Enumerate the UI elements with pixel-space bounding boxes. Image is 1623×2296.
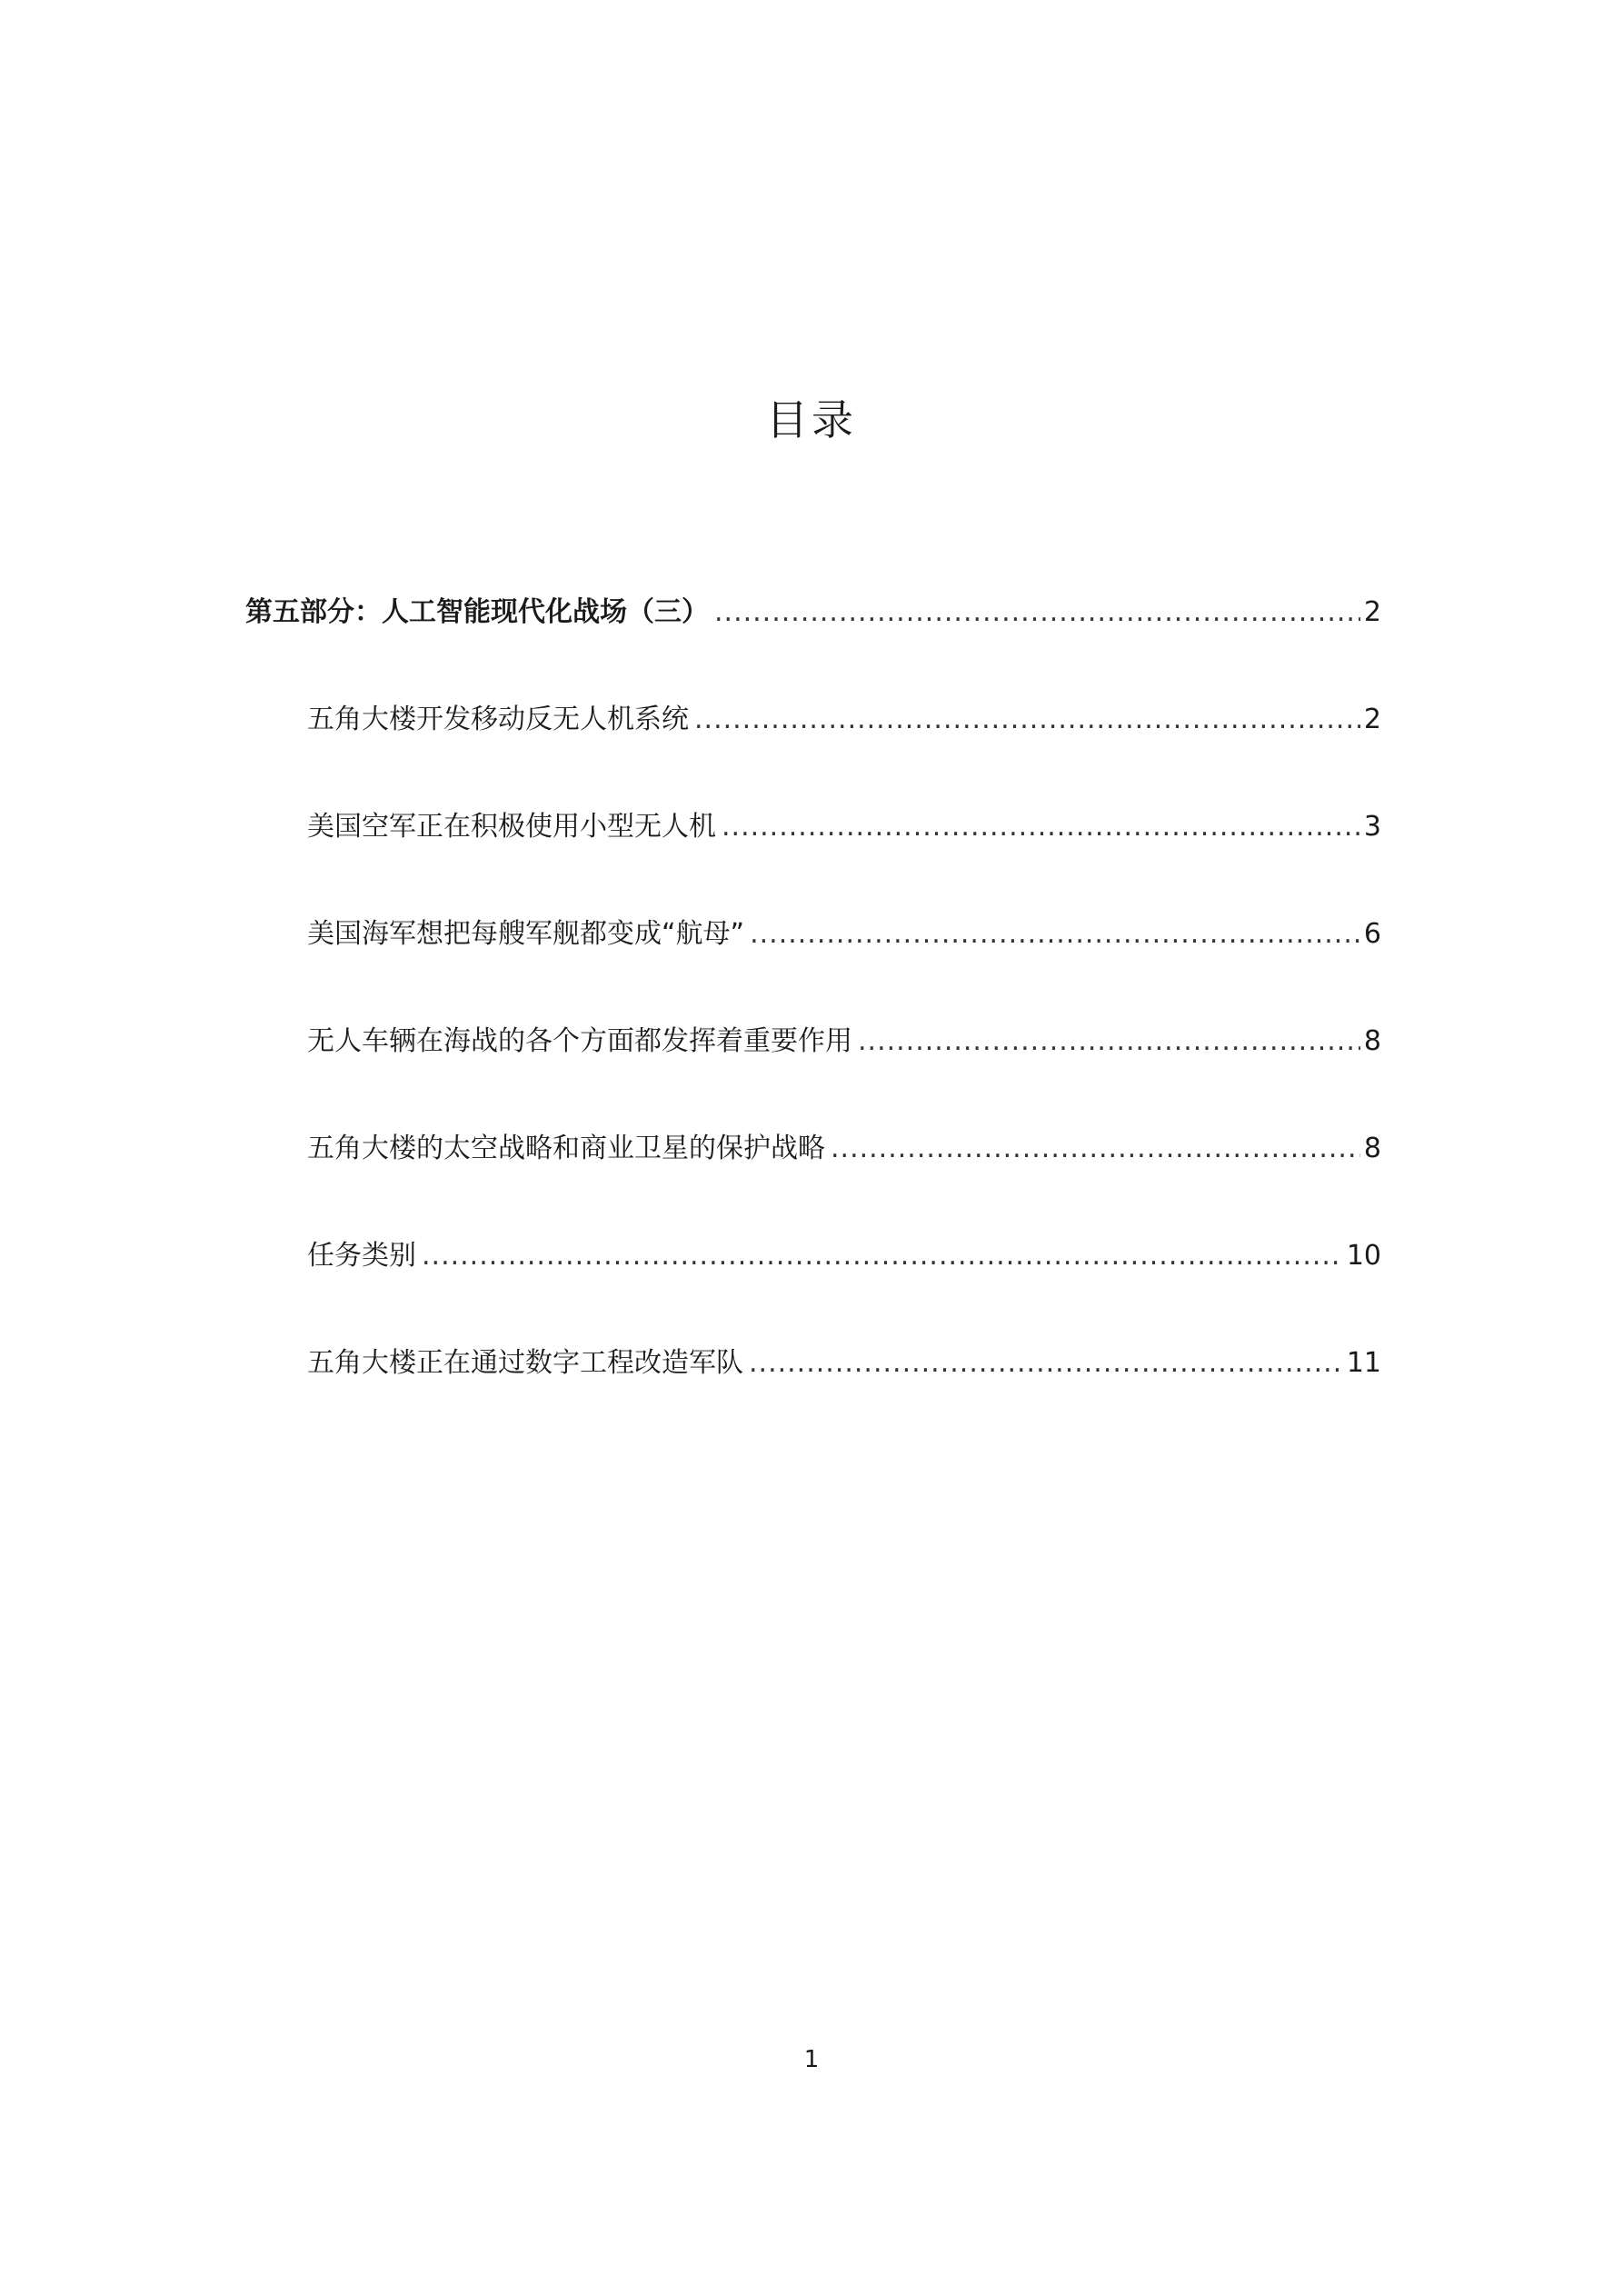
toc-entry[interactable] bbox=[245, 593, 1381, 700]
toc-entry-text: 第五部分：人工智能现代化战场（三） bbox=[245, 596, 709, 628]
toc-entry[interactable] bbox=[245, 700, 1381, 807]
toc-title: 目录 bbox=[766, 395, 857, 444]
toc-page-number: 11 bbox=[1346, 1347, 1381, 1379]
toc-entry-text: 五角大楼开发移动反无人机系统 bbox=[307, 704, 689, 735]
toc-page-number: 6 bbox=[1363, 918, 1381, 950]
toc-entry[interactable] bbox=[245, 807, 1381, 914]
dot-leader bbox=[749, 1343, 1343, 1383]
toc-entry[interactable] bbox=[245, 1343, 1381, 1451]
toc-page-number: 2 bbox=[1363, 596, 1381, 628]
toc-entry-text: 任务类别 bbox=[307, 1240, 416, 1272]
toc-page-number: 10 bbox=[1346, 1240, 1381, 1272]
dot-leader bbox=[422, 1236, 1343, 1276]
dot-leader bbox=[858, 1022, 1360, 1062]
toc-entry-text: 美国海军想把每艘军舰都变成“航母” bbox=[307, 918, 745, 950]
dot-leader bbox=[694, 700, 1360, 740]
toc-page-number: 3 bbox=[1363, 811, 1381, 843]
dot-leader bbox=[750, 914, 1360, 954]
toc-page-number: 8 bbox=[1363, 1133, 1381, 1164]
toc-entry[interactable] bbox=[245, 1129, 1381, 1236]
toc-entry[interactable] bbox=[245, 914, 1381, 1022]
toc-entry[interactable] bbox=[245, 1236, 1381, 1343]
toc-entry-text: 五角大楼的太空战略和商业卫星的保护战略 bbox=[307, 1133, 825, 1164]
toc-entry-text: 无人车辆在海战的各个方面都发挥着重要作用 bbox=[307, 1025, 852, 1057]
dot-leader bbox=[831, 1129, 1360, 1169]
toc-list bbox=[245, 593, 1381, 1451]
toc-page-number: 8 bbox=[1363, 1025, 1381, 1057]
dot-leader bbox=[722, 807, 1360, 847]
toc-page-number: 2 bbox=[1363, 704, 1381, 735]
dot-leader bbox=[714, 593, 1360, 633]
toc-entry-text: 美国空军正在积极使用小型无人机 bbox=[307, 811, 716, 843]
toc-entry-text: 五角大楼正在通过数字工程改造军队 bbox=[307, 1347, 743, 1379]
toc-entry[interactable] bbox=[245, 1022, 1381, 1129]
page-number: 1 bbox=[803, 2046, 820, 2073]
